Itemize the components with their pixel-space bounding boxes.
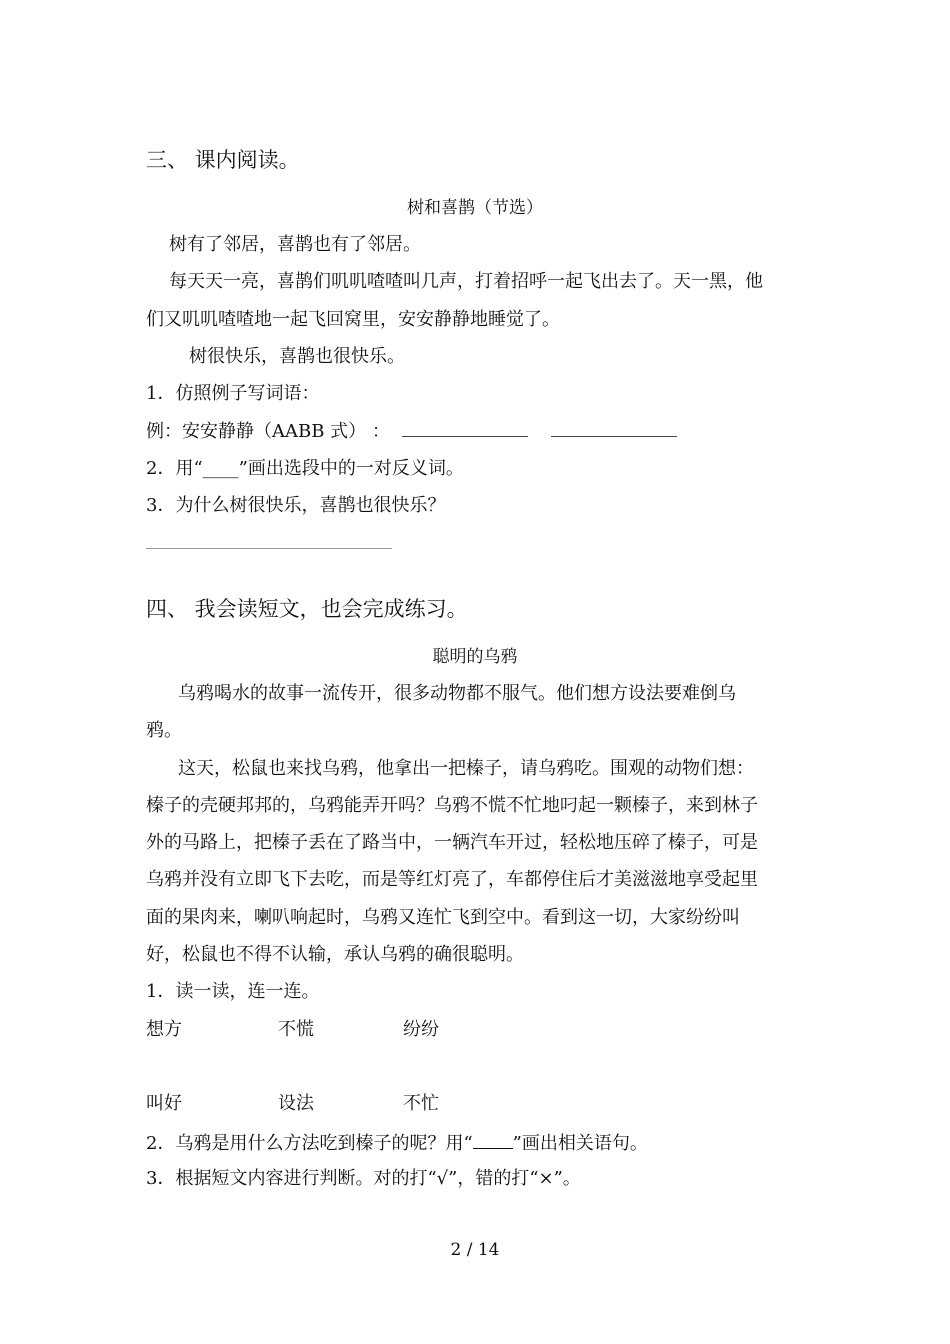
section-3-heading: 三、 课内阅读。 [146,148,300,172]
section-4-paragraph-2-line-6: 好，松鼠也不得不认输，承认乌鸦的确很聪明。 [146,944,524,965]
section-4-question-2 [146,1130,648,1156]
section-3-question-1: 1．仿照例子写词语： [146,383,320,404]
example-text: 例：安安静静（AABB 式） ： [146,421,390,442]
match-item[interactable]: 设法 [278,1093,314,1114]
section-4-paragraph-2-line-5: 面的果肉来，喇叭响起时，乌鸦又连忙飞到空中。看到这一切，大家纷纷叫 [146,907,740,928]
section-3-paragraph-2-line-2: 们又叽叽喳喳地一起飞回窝里，安安静静地睡觉了。 [146,309,560,330]
section-3-question-2 [146,457,464,481]
section-4-heading: 四、 我会读短文，也会完成练习。 [146,597,468,621]
section-3-paragraph-3: 树很快乐，喜鹊也很快乐。 [189,346,405,367]
question-2-suffix: ”画出相关语句。 [512,1133,648,1154]
section-3-question-1-example [146,420,677,444]
page-number: 2 / 14 [450,1240,500,1260]
section-4-paragraph-2-line-1: 这天，松鼠也来找乌鸦，他拿出一把榛子，请乌鸦吃。围观的动物们想： [178,758,754,779]
section-3-paragraph-2-line-1: 每天天一亮，喜鹊们叽叽喳喳叫几声，打着招呼一起飞出去了。天一黑，他 [169,271,763,292]
section-4-passage-title: 聪明的乌鸦 [432,647,518,667]
question-2-prefix: 2．用“ [146,458,203,479]
section-3-question-3: 3．为什么树很快乐，喜鹊也很快乐？ [146,495,446,516]
section-4-question-1: 1．读一读，连一连。 [146,981,320,1002]
section-4-paragraph-1-line-2: 鸦。 [146,720,182,741]
answer-blank-2[interactable] [551,420,677,437]
section-4-paragraph-2-line-3: 外的马路上，把榛子丢在了路当中，一辆汽车开过，轻松地压碎了榛子，可是 [146,832,758,853]
section-4-paragraph-2-line-2: 榛子的壳硬邦邦的，乌鸦能弄开吗？乌鸦不慌不忙地叼起一颗榛子，来到林子 [146,795,758,816]
match-item[interactable]: 叫好 [146,1093,182,1114]
underline-mark: ____ [202,458,239,479]
match-item[interactable]: 不忙 [403,1093,439,1114]
section-3-paragraph-1: 树有了邻居，喜鹊也有了邻居。 [169,234,421,255]
section-4-question-3: 3．根据短文内容进行判断。对的打“√”，错的打“×”。 [146,1168,581,1189]
answer-blank-1[interactable] [402,420,528,437]
question-2-suffix: ”画出选段中的一对反义词。 [238,458,464,479]
answer-line[interactable] [146,548,392,549]
section-3-passage-title: 树和喜鹊（节选） [407,198,543,218]
match-item[interactable]: 纷纷 [403,1019,439,1040]
match-item[interactable]: 想方 [146,1019,182,1040]
question-2-prefix: 2．乌鸦是用什么方法吃到榛子的呢？用“ [146,1133,473,1154]
section-4-paragraph-2-line-4: 乌鸦并没有立即飞下去吃，而是等红灯亮了，车都停住后才美滋滋地享受起里 [146,869,758,890]
section-4-paragraph-1-line-1: 乌鸦喝水的故事一流传开，很多动物都不服气。他们想方设法要难倒乌 [178,683,736,704]
match-item[interactable]: 不慌 [278,1019,314,1040]
underline-mark [473,1130,513,1149]
